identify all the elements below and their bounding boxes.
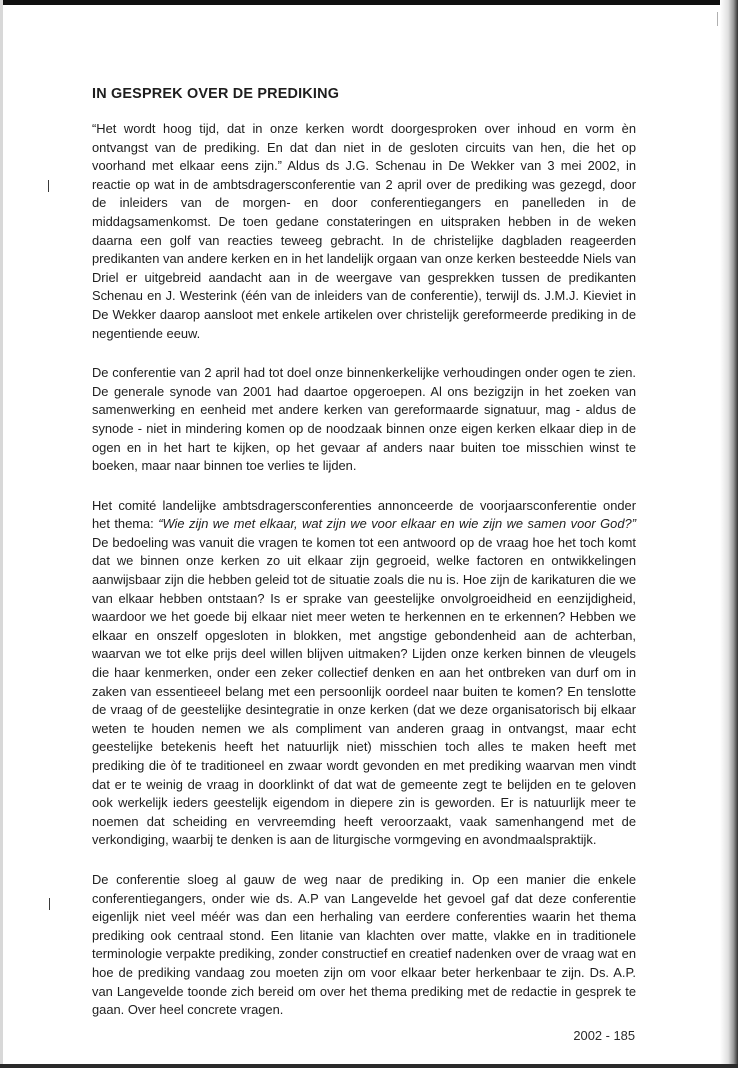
page-left-edge bbox=[0, 0, 3, 1068]
page-right-edge bbox=[720, 0, 738, 1068]
paragraph-3-intro: Het comité landelijke ambtsdragersconferenties annonceerde de voorjaarsconferentie onder het thema: bbox=[92, 497, 636, 532]
paragraph-3-body: De bedoeling was vanuit die vragen te komen tot een antwoord op de vraag hoe het toch komt dat we binnen onze kerken zo uit elkaar zijn gegroeid, welke factoren en ontwikkelingen aanwijsbaar zijn die hebben geleid tot de situatie zoals die nu is. Hoe zijn de karikaturen die we van elkaar hebben ontstaan? Is er sprake van geestelijke onvolgroeidheid en eenzijdigheid, waardoor we het goede bij elkaar niet meer weten te herkennen en te erkennen? Hebben we elkaar en onszelf opgesloten in blokken, met angstige gebondenheid aan de achterban, waarvan we tot elke prijs deel willen blijven uitmaken? Lijden onze kerken binnen de vleugels die haar kenmerken, onder een zeker collectief denken en aan het ontbreken van durf om in zaken van essentieeel belang met een persoonlijk oordeel naar buiten te komen? En tenslotte de vraag of de geestelijke desintegratie in onze kerken (dat we deze organisatorisch bij elkaar weten te houden nemen we als compliment van anderen graag in ontvangst, maar echt geestelijke betekenis heeft het natuurlijk niet) misschien toch alles te maken heeft met prediking die òf te traditioneel en zwaar wordt gevonden en met prediking waarvan men vindt dat er te weinig de vraag in doorklinkt of dat wat de gemeente zegt te belijden en te geloven ook werkelijk ieders geestelijk eigendom in diepere zin is geworden. Er is natuurlijk meer te noemen dat scheiding en vervreemding heeft veroorzaakt, vaak samenhangend met de verkondiging, waarbij te denken is aan de liturgische vormgeving en avondmaalspraktijk. bbox=[92, 534, 636, 848]
margin-tick-mark bbox=[49, 898, 50, 910]
corner-crop-mark bbox=[717, 12, 726, 26]
article-title: IN GESPREK OVER DE PREDIKING bbox=[92, 86, 340, 102]
paragraph-3 bbox=[92, 497, 636, 850]
article bbox=[92, 86, 636, 1041]
conference-theme-quote: “Wie zijn we met elkaar, wat zijn we voor elkaar en wie zijn we samen voor God?” bbox=[158, 516, 636, 532]
paragraph-1: “Het wordt hoog tijd, dat in onze kerken wordt doorgesproken over inhoud en vorm èn ontvangst van de prediking. En dat dan niet in de gesloten circuits van hen, die het op voorhand met elkaar eens zijn.” Aldus ds J.G. Schenau in De Wekker van 3 mei 2002, in reactie op wat in de ambtsdragersconferentie van 2 april over de prediking was gezegd, door de inleiders van de morgen- en door conferentiegangers en panelleden in de middagsamenkomst. De toen gedane constateringen en uitspraken hebben in de weken daarna een golf van reacties teweeg gebracht. In de christelijke dagbladen reageerden predikanten van andere kerken en in het landelijk orgaan van onze kerken besteedde Niels van Driel er uitgebreid aandacht aan in de weergave van gesprekken tussen de predikanten Schenau en J. Westerink (één van de inleiders van de conferentie), terwijl ds. J.M.J. Kieviet in De Wekker daarop aansloot met enkele artikelen over christelijk gereformeerde prediking in de negentiende eeuw. bbox=[92, 121, 636, 341]
page-bottom-edge bbox=[0, 1064, 738, 1068]
paragraph-4: De conferentie sloeg al gauw de weg naar de prediking in. Op een manier die enkele conferentiegangers, onder wie ds. A.P van Langevelde het gevoel gaf dat deze conferentie eigenlijk niet veel méér was dan een herhaling van eerdere conferenties waarin het thema prediking ook centraal stond. Een litanie van klachten over matte, vlakke en in traditionele terminologie verpakte prediking, zonder constructief en creatief nadenken over de vraag wat en hoe de prediking vandaag zou moeten zijn om voor elkaar beter herkenbaar te zijn. Ds. A.P. van Langevelde toonde zich bereid om over het thema prediking met de redactie in gesprek te gaan. Over heel concrete vragen. bbox=[92, 871, 636, 1018]
margin-tick-mark bbox=[48, 180, 49, 192]
page-top-edge bbox=[0, 0, 738, 5]
page-number: 2002 - 185 bbox=[573, 1028, 635, 1043]
paragraph-2: De conferentie van 2 april had tot doel onze binnenkerkelijke verhoudingen onder ogen te zien. De generale synode van 2001 had daartoe opgeroepen. Al ons bezigzijn in het zoeken van samenwerking en eenheid met andere kerken van gereformaarde signatuur, mag - aldus de synode - niet in mindering komen op de noodzaak binnen onze eigen kerken elkaar diep in de ogen en in het hart te kijken, op het gevaar af anders naar buiten toe misschien winst te boeken, maar naar binnen toe verlies te lijden. bbox=[92, 365, 636, 474]
